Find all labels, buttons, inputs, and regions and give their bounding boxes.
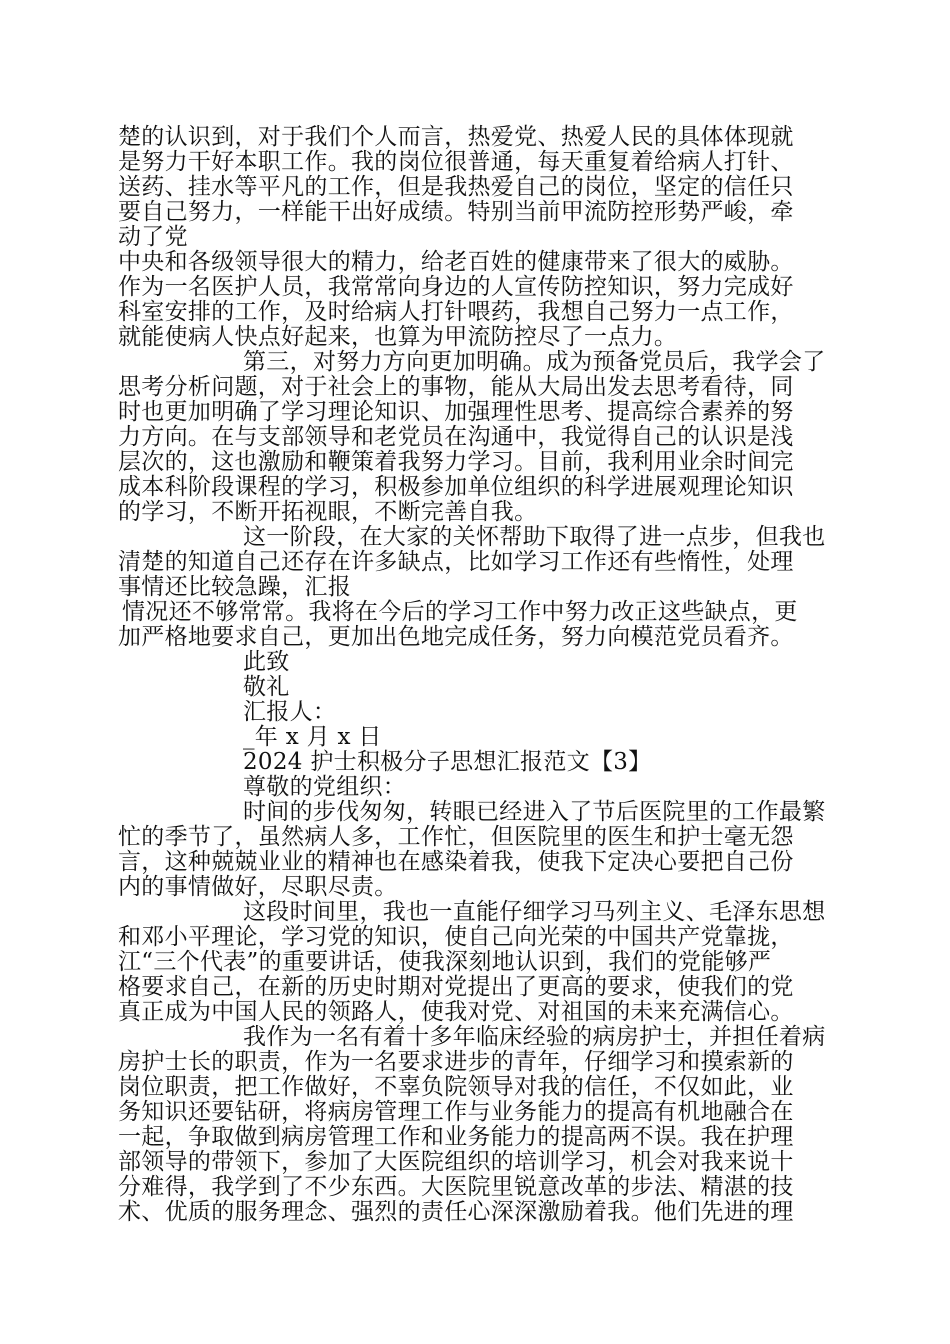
text-line: 事情还比较急躁，汇报 <box>118 574 351 600</box>
text-line: 力方向。在与支部领导和老党员在沟通中，我觉得自己的认识是浅 <box>118 424 794 450</box>
text-line: 敬礼 <box>243 674 290 700</box>
text-line: 第三，对努力方向更加明确。成为预备党员后，我学会了 <box>243 349 826 375</box>
text-line: 思考分析问题，对于社会上的事物，能从大局出发去思考看待，同 <box>118 374 794 400</box>
text-line: 清楚的知道自己还存在许多缺点，比如学习工作还有些惰性，处理 <box>118 549 794 575</box>
text-line: 动了党 <box>118 224 188 250</box>
text-line: 成本科阶段课程的学习，积极参加单位组织的科学进展观理论知识 <box>118 474 794 500</box>
text-line: 是努力干好本职工作。我的岗位很普通，每天重复着给病人打针、 <box>118 149 794 175</box>
text-line: 江“三个代表”的重要讲话，使我深刻地认识到，我们的党能够严 <box>118 949 772 975</box>
text-line: 加严格地要求自己，更加出色地完成任务，努力向模范党员看齐。 <box>118 624 794 650</box>
text-line: 部领导的带领下，参加了大医院组织的培训学习，机会对我来说十 <box>118 1149 794 1175</box>
text-line: 的学习，不断开拓视眼，不断完善自我。 <box>118 499 538 525</box>
text-line: 务知识还要钻研，将病房管理工作与业务能力的提高有机地融合在 <box>118 1099 794 1125</box>
text-line: 岗位职责，把工作做好，不辜负院领导对我的信任，不仅如此，业 <box>118 1074 794 1100</box>
text-line: 这段时间里，我也一直能仔细学习马列主义、毛泽东思想 <box>243 899 826 925</box>
text-line: 汇报人： <box>243 699 337 725</box>
text-line: 就能使病人快点好起来，也算为甲流防控尽了一点力。 <box>118 324 678 350</box>
text-line: 情况还不够常常。我将在今后的学习工作中努力改正这些缺点，更 <box>122 599 798 625</box>
text-line: 此致 <box>243 649 290 675</box>
text-line: 时间的步伐匆匆，转眼已经进入了节后医院里的工作最繁 <box>243 799 826 825</box>
text-line: 真正成为中国人民的领路人，使我对党、对祖国的未来充满信心。 <box>118 999 794 1025</box>
text-line: 术、优质的服务理念、强烈的责任心深深激励着我。他们先进的理 <box>118 1199 794 1225</box>
section-heading: 2024 护士积极分子思想汇报范文【3】 <box>243 749 652 775</box>
text-line: 科室安排的工作，及时给病人打针喂药，我想自己努力一点工作， <box>118 299 794 325</box>
text-line: 格要求自己，在新的历史时期对党提出了更高的要求，使我们的党 <box>118 974 794 1000</box>
text-line: 一起，争取做到病房管理工作和业务能力的提高两不误。我在护理 <box>118 1124 794 1150</box>
text-line: 送药、挂水等平凡的工作，但是我热爱自己的岗位，坚定的信任只 <box>118 174 794 200</box>
text-line: 内的事情做好，尽职尽责。 <box>118 874 398 900</box>
salutation: 尊敬的党组织： <box>243 774 407 800</box>
text-line: 言，这种兢兢业业的精神也在感染着我，使我下定决心要把自己份 <box>118 849 794 875</box>
text-line: 和邓小平理论，学习党的知识，使自己向光荣的中国共产党靠拢， <box>118 924 794 950</box>
text-line: 楚的认识到，对于我们个人而言，热爱党、热爱人民的具体体现就 <box>118 124 794 150</box>
text-line: 作为一名医护人员，我常常向身边的人宣传防控知识，努力完成好 <box>118 274 794 300</box>
text-line: 层次的，这也激励和鞭策着我努力学习。目前，我利用业余时间完 <box>118 449 794 475</box>
text-line: _年 x 月 x 日 <box>243 724 382 750</box>
text-line: 忙的季节了，虽然病人多，工作忙，但医院里的医生和护士毫无怨 <box>118 824 794 850</box>
text-line: 要自己努力，一样能干出好成绩。特别当前甲流防控形势严峻，牵 <box>118 199 794 225</box>
text-line: 这一阶段，在大家的关怀帮助下取得了进一点步，但我也 <box>243 524 826 550</box>
text-line: 房护士长的职责，作为一名要求进步的青年，仔细学习和摸索新的 <box>118 1049 794 1075</box>
text-line: 我作为一名有着十多年临床经验的病房护士，并担任着病 <box>243 1024 826 1050</box>
text-line: 时也更加明确了学习理论知识、加强理性思考、提高综合素养的努 <box>118 399 794 425</box>
text-line: 分难得，我学到了不少东西。大医院里锐意改革的步法、精湛的技 <box>118 1174 794 1200</box>
text-line: 中央和各级领导很大的精力，给老百姓的健康带来了很大的威胁。 <box>118 249 794 275</box>
